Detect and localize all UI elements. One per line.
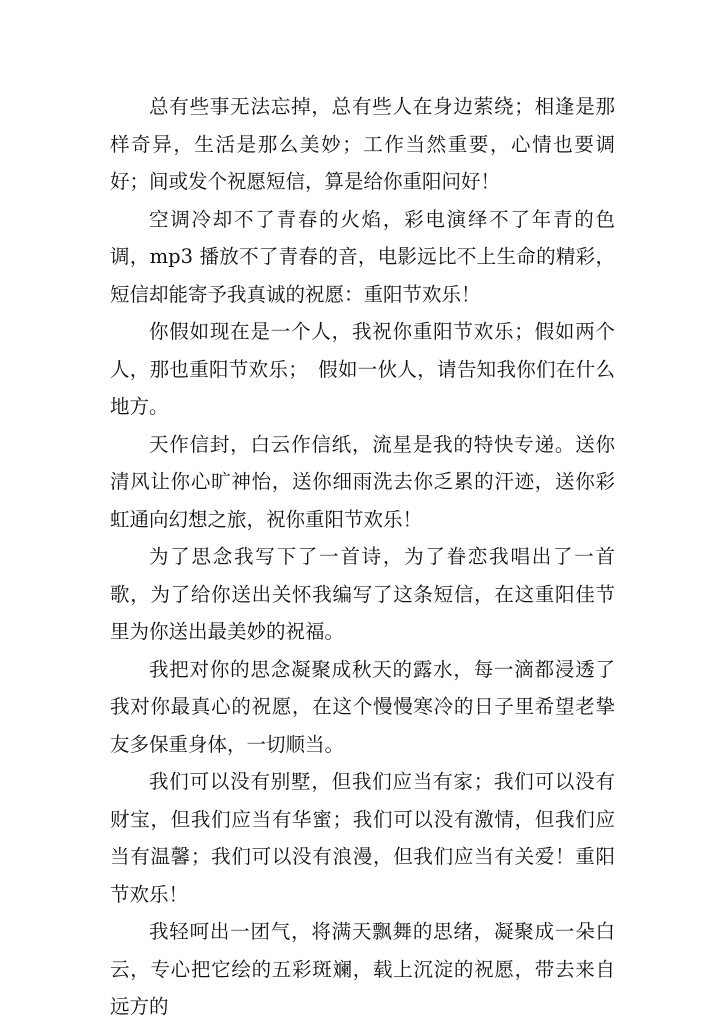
document-body <box>110 88 615 1026</box>
paragraph: 我把对你的思念凝聚成秋天的露水，每一滴都浸透了我对你最真心的祝愿，在这个慢慢寒冷的日子里希望老挚友多保重身体，一切顺当。 <box>110 657 615 756</box>
paragraph: 空调冷却不了青春的火焰，彩电演绎不了年青的色调，mp3 播放不了青春的音，电影远比不上生命的精彩，短信却能寄予我真诚的祝愿：重阳节欢乐！ <box>110 207 615 306</box>
paragraph: 我轻呵出一团气，将满天飘舞的思绪，凝聚成一朵白云，专心把它绘的五彩斑斓，载上沉淀的祝愿，带去来自远方的 <box>110 920 615 1018</box>
paragraph: 总有些事无法忘掉，总有些人在身边萦绕；相逢是那样奇异，生活是那么美妙；工作当然重要，心情也要调好；间或发个祝愿短信，算是给你重阳问好！ <box>110 95 615 193</box>
paragraph: 天作信封，白云作信纸，流星是我的特快专递。送你清风让你心旷神怡，送你细雨洗去你乏累的汗迹，送你彩虹通向幻想之旅，祝你重阳节欢乐！ <box>110 432 615 531</box>
paragraph: 为了思念我写下了一首诗，为了眷恋我唱出了一首歌，为了给你送出关怀我编写了这条短信，在这重阳佳节里为你送出最美妙的祝福。 <box>110 545 615 643</box>
paragraph: 我们可以没有别墅，但我们应当有家；我们可以没有财宝，但我们应当有华蜜；我们可以没有激情，但我们应当有温馨；我们可以没有浪漫，但我们应当有关爱！重阳节欢乐！ <box>110 770 615 906</box>
paragraph: 你假如现在是一个人，我祝你重阳节欢乐；假如两个人，那也重阳节欢乐； 假如一伙人，请告知我你们在什么地方。 <box>110 320 615 418</box>
